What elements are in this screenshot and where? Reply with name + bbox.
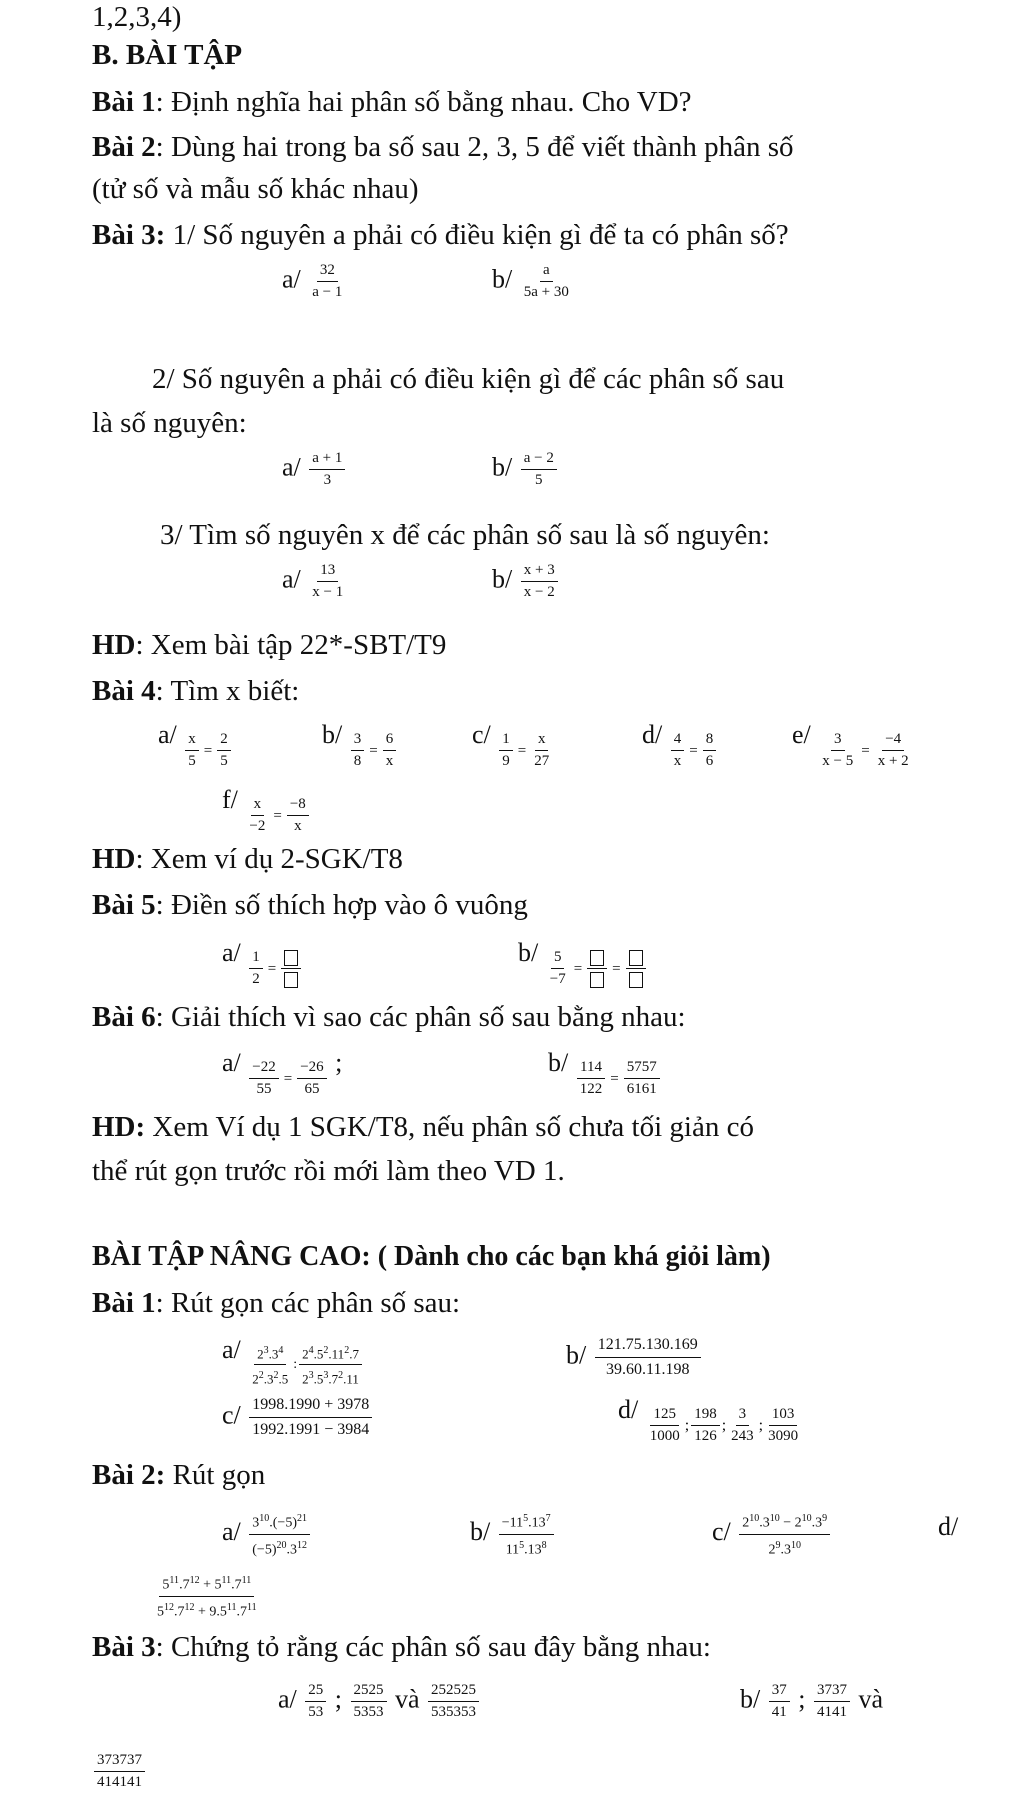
equals: = bbox=[283, 1070, 293, 1087]
adv1-item-a: a/ $\frac{2^3.3^4}{2^2.3^2.5}$ : $\frac{2^4.5^2.11^2.7}{2^3.5^3.7^2.11}$ bbox=[222, 1335, 364, 1387]
ex5-item-b bbox=[518, 938, 648, 988]
numerator: 25 bbox=[305, 1682, 326, 1702]
item-label: a/ bbox=[278, 1684, 297, 1714]
numerator: 3 bbox=[831, 731, 845, 751]
denominator: a − 1 bbox=[312, 284, 343, 300]
exercise-6-text: : Giải thích vì sao các phân số sau bằng nhau: bbox=[155, 1001, 686, 1033]
exercise-1-label: Bài 1 bbox=[92, 86, 156, 118]
equals: = bbox=[689, 742, 698, 759]
hint-text: : Xem ví dụ 2-SGK/T8 bbox=[135, 843, 403, 875]
denominator: 8 bbox=[353, 753, 362, 769]
item-label: b/ bbox=[740, 1684, 761, 1714]
exercise-1-text: : Định nghĩa hai phân số bằng nhau. Cho VD? bbox=[155, 86, 692, 118]
denominator: 53 bbox=[308, 1704, 324, 1720]
exercise-4-label: Bài 4 bbox=[92, 675, 156, 707]
exercise-2-text-cont: (tử số và mẫu số khác nhau) bbox=[92, 173, 419, 205]
adv-exercise-1-label: Bài 1 bbox=[92, 1287, 156, 1319]
exercise-3 bbox=[92, 218, 789, 252]
separator: ; bbox=[684, 1416, 690, 1434]
numerator: −26 bbox=[297, 1059, 326, 1079]
ex4-item-d bbox=[642, 720, 718, 770]
fraction bbox=[309, 562, 346, 601]
denominator: x − 5 bbox=[822, 753, 854, 769]
ex3-part3-b bbox=[492, 562, 560, 601]
adv-exercise-3 bbox=[92, 1630, 711, 1664]
numerator: 5757 bbox=[624, 1059, 660, 1079]
denominator: 126 bbox=[694, 1428, 717, 1444]
numerator: 103 bbox=[769, 1406, 798, 1426]
denominator: 5a + 30 bbox=[523, 284, 569, 300]
adv2-item-a: a/ $\frac{3^{10}.(-5)^{21}}{(-5)^{20}.3^{12}}$ bbox=[222, 1510, 312, 1558]
exercise-5-label: Bài 5 bbox=[92, 889, 156, 921]
separator: ; bbox=[721, 1416, 727, 1434]
exercise-3-text: 1/ Số nguyên a phải có điều kiện gì để ta có phân số? bbox=[165, 219, 789, 251]
fraction bbox=[521, 562, 558, 601]
item-label: b/ bbox=[518, 938, 539, 967]
ex6-hint bbox=[92, 1110, 754, 1144]
hint-label: HD bbox=[92, 843, 136, 875]
hint-label: HD: bbox=[92, 1111, 146, 1143]
numerator: 373737 bbox=[94, 1752, 145, 1772]
semicolon: ; bbox=[335, 1048, 343, 1077]
ex3-part1-b bbox=[492, 262, 574, 301]
exercise-5-text: : Điền số thích hợp vào ô vuông bbox=[155, 889, 528, 921]
blank-box[interactable] bbox=[284, 972, 298, 988]
denominator: 6 bbox=[705, 753, 714, 769]
numerator: 8 bbox=[703, 731, 717, 751]
denominator: −2 bbox=[249, 818, 266, 834]
ex5-item-a bbox=[222, 938, 303, 988]
numerator: 5 bbox=[551, 949, 565, 969]
adv3-item-b-cont bbox=[92, 1752, 147, 1791]
numerator: 6 bbox=[383, 731, 397, 751]
numerator: 1 bbox=[249, 949, 263, 969]
equals: = bbox=[369, 742, 378, 759]
denominator: x − 1 bbox=[312, 584, 344, 600]
denominator: −7 bbox=[549, 971, 566, 987]
semicolon: ; bbox=[334, 1684, 342, 1714]
item-label: d/ bbox=[618, 1395, 639, 1424]
numerator: 32 bbox=[317, 262, 338, 282]
exercise-4 bbox=[92, 674, 299, 708]
adv-exercise-3-text: : Chứng tỏ rằng các phân số sau đây bằng nhau: bbox=[155, 1631, 711, 1663]
adv2-item-b: b/ $\frac{-11^5.13^7}{11^5.13^8}$ bbox=[470, 1510, 556, 1558]
ex3-part3-a bbox=[282, 562, 348, 601]
adv1-item-b bbox=[566, 1335, 703, 1380]
item-label: a/ bbox=[158, 720, 177, 749]
denominator: 55 bbox=[256, 1081, 272, 1097]
adv1-item-c bbox=[222, 1395, 374, 1440]
and-word: và bbox=[858, 1684, 884, 1714]
denominator: 535353 bbox=[431, 1704, 477, 1720]
ex3-hint bbox=[92, 628, 446, 662]
adv-exercise-3-label: Bài 3 bbox=[92, 1631, 156, 1663]
ex3-part1-a bbox=[282, 262, 347, 301]
blank-box[interactable] bbox=[284, 950, 298, 966]
fraction bbox=[521, 262, 572, 301]
numerator: 13 bbox=[317, 562, 338, 582]
fraction bbox=[309, 262, 345, 301]
advanced-heading: BÀI TẬP NÂNG CAO: ( Dành cho các bạn khá giỏi làm) bbox=[92, 1241, 771, 1272]
denominator: 243 bbox=[731, 1428, 754, 1444]
numerator: 121.75.130.169 bbox=[595, 1335, 701, 1358]
adv3-item-b bbox=[740, 1682, 883, 1721]
denominator: x − 2 bbox=[523, 584, 555, 600]
denominator: 1000 bbox=[649, 1428, 680, 1444]
ex6-item-a bbox=[222, 1048, 342, 1098]
numerator: −4 bbox=[882, 731, 904, 751]
denominator: 122 bbox=[579, 1081, 603, 1097]
numerator: x bbox=[535, 731, 549, 751]
denominator: 5 bbox=[535, 472, 543, 488]
item-label: b/ bbox=[470, 1517, 491, 1547]
denominator: 5 bbox=[188, 753, 196, 769]
denominator: 39.60.11.198 bbox=[606, 1361, 690, 1378]
denominator: 3 bbox=[323, 472, 332, 488]
denominator: 6161 bbox=[626, 1081, 657, 1097]
item-label: c/ bbox=[472, 720, 491, 749]
numerator: 198 bbox=[691, 1406, 720, 1426]
numerator: 4 bbox=[671, 731, 685, 751]
section-heading: B. BÀI TẬP bbox=[92, 39, 243, 71]
numerator: 114 bbox=[577, 1059, 605, 1079]
item-label: b/ bbox=[548, 1048, 569, 1077]
semicolon: ; bbox=[798, 1684, 806, 1714]
equals: = bbox=[267, 960, 277, 977]
numerator: 1 bbox=[499, 731, 513, 751]
adv2-item-c: c/ $\frac{2^{10}.3^{10} - 2^{10}.3^9}{2^9.3^{10}}$ bbox=[712, 1510, 832, 1558]
fraction bbox=[309, 450, 345, 489]
equals: = bbox=[612, 960, 621, 977]
item-label: b/ bbox=[322, 720, 343, 749]
label-b: b/ bbox=[492, 264, 513, 294]
numerator: 2 bbox=[217, 731, 231, 751]
hint-text: Xem Ví dụ 1 SGK/T8, nếu phân số chưa tối giản có bbox=[145, 1111, 754, 1143]
numerator: 37 bbox=[769, 1682, 790, 1702]
equals: = bbox=[517, 742, 527, 759]
numerator: 2525 bbox=[351, 1682, 387, 1702]
exercise-2-label: Bài 2 bbox=[92, 131, 156, 163]
numerator: a + 1 bbox=[309, 450, 345, 470]
numerator: 3 bbox=[736, 1406, 750, 1426]
fraction bbox=[521, 450, 557, 489]
adv-exercise-1-text: : Rút gọn các phân số sau: bbox=[155, 1287, 461, 1319]
ex6-hint-cont: thể rút gọn trước rồi mới làm theo VD 1. bbox=[92, 1155, 565, 1187]
denominator: 5 bbox=[220, 753, 228, 769]
hint-label: HD bbox=[92, 629, 136, 661]
adv2-item-d: $\frac{5^{11}.7^{12} + 5^{11}.7^{11}}{5^{12}.7^{12} + 9.5^{11}.7^{11}}$ bbox=[152, 1572, 262, 1620]
numerator: 1998.1990 + 3978 bbox=[249, 1395, 372, 1418]
adv-exercise-2-text: Rút gọn bbox=[165, 1459, 266, 1491]
numerator: 125 bbox=[650, 1406, 679, 1426]
numerator: a bbox=[540, 262, 553, 282]
equals: = bbox=[610, 1070, 619, 1087]
ex4-item-f bbox=[222, 785, 311, 835]
equals: = bbox=[273, 807, 282, 824]
equals: = bbox=[203, 742, 213, 759]
item-label: a/ bbox=[222, 1335, 241, 1364]
label-a: a/ bbox=[282, 452, 301, 482]
denominator: 41 bbox=[771, 1704, 787, 1720]
item-label: a/ bbox=[222, 1517, 241, 1547]
numerator: x bbox=[185, 731, 199, 751]
ex4-item-c bbox=[472, 720, 554, 770]
numerator: 252525 bbox=[428, 1682, 479, 1702]
ex4-item-b bbox=[322, 720, 398, 770]
numerator: x + 3 bbox=[521, 562, 558, 582]
adv-exercise-2 bbox=[92, 1458, 265, 1492]
blank-box[interactable] bbox=[629, 972, 643, 988]
hint-text: : Xem bài tập 22*-SBT/T9 bbox=[135, 629, 447, 661]
ex3-q3: 3/ Tìm số nguyên x để các phân số sau là số nguyên: bbox=[160, 519, 770, 551]
ex3-q2-line2: là số nguyên: bbox=[92, 407, 247, 439]
adv-exercise-2-label: Bài 2: bbox=[92, 1459, 166, 1491]
item-label: c/ bbox=[712, 1517, 731, 1547]
denominator: 65 bbox=[304, 1081, 320, 1097]
equals: = bbox=[573, 960, 583, 977]
denominator: 414141 bbox=[97, 1774, 142, 1790]
label-a: a/ bbox=[282, 564, 301, 594]
blank-box[interactable] bbox=[590, 972, 604, 988]
denominator: x bbox=[673, 753, 682, 769]
denominator: 3090 bbox=[768, 1428, 799, 1444]
ex4-item-a bbox=[158, 720, 233, 770]
item-label: f/ bbox=[222, 785, 238, 814]
ex6-item-b bbox=[548, 1048, 662, 1098]
item-label: a/ bbox=[222, 938, 241, 967]
equals: = bbox=[861, 742, 870, 759]
exercise-1 bbox=[92, 85, 692, 119]
separator: ; bbox=[758, 1416, 764, 1434]
denominator: 27 bbox=[534, 753, 550, 769]
adv1-item-d bbox=[618, 1395, 803, 1445]
numerator: 3737 bbox=[814, 1682, 850, 1702]
label-b: b/ bbox=[492, 564, 513, 594]
denominator: 5353 bbox=[353, 1704, 384, 1720]
item-label: c/ bbox=[222, 1400, 241, 1430]
top-fragment: 1,2,3,4) bbox=[92, 1, 182, 33]
exercise-3-label: Bài 3: bbox=[92, 219, 166, 251]
item-label: d/ bbox=[642, 720, 663, 749]
label-a: a/ bbox=[282, 264, 301, 294]
exercise-2 bbox=[92, 130, 794, 164]
adv-exercise-1 bbox=[92, 1286, 460, 1320]
label-b: b/ bbox=[492, 452, 513, 482]
ex4-item-e bbox=[792, 720, 914, 770]
item-label: b/ bbox=[566, 1340, 587, 1370]
exercise-6-label: Bài 6 bbox=[92, 1001, 156, 1033]
numerator: x bbox=[251, 796, 265, 816]
ex3-q2-line1: 2/ Số nguyên a phải có điều kiện gì để các phân số sau bbox=[152, 363, 785, 395]
numerator: 3 bbox=[351, 731, 365, 751]
denominator: 1992.1991 − 3984 bbox=[252, 1421, 370, 1438]
numerator: −22 bbox=[249, 1059, 278, 1079]
blank-box[interactable] bbox=[629, 950, 643, 966]
denominator: 9 bbox=[502, 753, 510, 769]
denominator: x + 2 bbox=[877, 753, 909, 769]
and-word: và bbox=[395, 1684, 420, 1714]
adv2-item-d-label: d/ bbox=[938, 1512, 959, 1541]
item-label: e/ bbox=[792, 720, 811, 749]
denominator: 2 bbox=[252, 971, 260, 987]
exercise-4-text: : Tìm x biết: bbox=[155, 675, 300, 707]
ex3-part2-b bbox=[492, 450, 559, 489]
denominator: 4141 bbox=[816, 1704, 847, 1720]
numerator: −8 bbox=[287, 796, 309, 816]
numerator: a − 2 bbox=[521, 450, 557, 470]
item-label: a/ bbox=[222, 1048, 241, 1077]
blank-box[interactable] bbox=[590, 950, 604, 966]
adv3-item-a bbox=[278, 1682, 481, 1721]
denominator: x bbox=[385, 753, 394, 769]
denominator: x bbox=[294, 818, 302, 834]
exercise-6 bbox=[92, 1000, 686, 1034]
exercise-5 bbox=[92, 888, 528, 922]
exercise-2-text: : Dùng hai trong ba số sau 2, 3, 5 để viết thành phân số bbox=[155, 131, 794, 163]
ex4-hint bbox=[92, 842, 403, 876]
ex3-part2-a bbox=[282, 450, 347, 489]
